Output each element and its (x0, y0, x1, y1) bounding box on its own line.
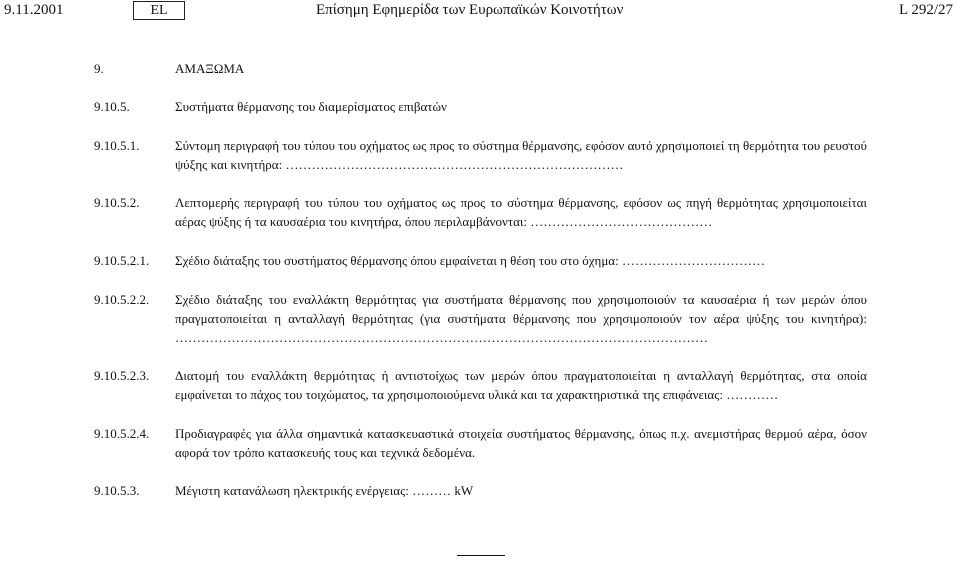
section-number: 9.10.5.2.4. (94, 426, 150, 441)
language-box: EL (133, 1, 185, 20)
section-number: 9.10.5.2.3. (94, 368, 150, 383)
section-number: 9. (94, 61, 104, 76)
journal-title: Επίσημη Εφημερίδα των Ευρωπαϊκών Κοινοτήτων (316, 2, 624, 18)
page-reference: L 292/27 (898, 2, 953, 18)
section-text: Συστήματα θέρμανσης του διαμερίσματος επιβατών (175, 99, 447, 114)
section-text: Μέγιστη κατανάλωση ηλεκτρικής ενέργειας: ……… kW (175, 483, 474, 498)
section-text: Προδιαγραφές για άλλα σημαντικά κατασκευαστικά στοιχεία συστήματος θέρμανσης, όπως π.χ. ανεμιστήρας θερμού αέρα, όσον αφορά τον τρόπο κατασκευής τους και τεχνικά δεδομένα. (175, 426, 867, 460)
issue-date: 9.11.2001 (4, 2, 64, 18)
footer-rule (457, 555, 505, 556)
section-number: 9.10.5. (94, 99, 130, 114)
section-text: Σχέδιο διάταξης του εναλλάκτη θερμότητας για συστήματα θέρμανσης που χρησιμοποιούν τα καυσαέρια ή των μερών όπου πραγματοποιείται η ανταλλαγή θερμότητας (για συστήματα θέρμανσης που χρησιμοποιούν τον αέρα ψύξης του κινητήρα): …………………………………………………………………………………………………………… (175, 292, 867, 345)
section-text: Σχέδιο διάταξης του συστήματος θέρμανσης όπου εμφαίνεται η θέση του στο όχημα: …………………………… (175, 253, 765, 268)
section-number: 9.10.5.3. (94, 483, 140, 498)
section-text: Διατομή του εναλλάκτη θερμότητας ή αντιστοίχως των μερών όπου πραγματοποιείται η ανταλλαγή θερμότητας, στα οποία εμφαίνεται το πάχος του τοιχώματος, τα χρησιμοποιούμενα υλικά και τα χαρακτηριστικά της επιφάνειας: ………… (175, 368, 867, 402)
section-number: 9.10.5.2.1. (94, 253, 150, 268)
section-number: 9.10.5.1. (94, 138, 140, 153)
section-text: Λεπτομερής περιγραφή του τύπου του οχήματος ως προς το σύστημα θέρμανσης, εφόσον ως πηγή θερμότητας χρησιμοποιείται αέρας ψύξης ή τα καυσαέρια του κινητήρα, όπου περιλαμβάνονται: …………………………………… (175, 195, 867, 229)
section-text: Σύντομη περιγραφή του τύπου του οχήματος ως προς το σύστημα θέρμανσης, εφόσον αυτό χρησιμοποιεί τη θερμότητα του ρευστού ψύξης και κινητήρα: …………………………………………………………………… (175, 138, 867, 172)
section-text: ΑΜΑΞΩΜΑ (175, 61, 245, 76)
section-number: 9.10.5.2.2. (94, 292, 150, 307)
section-number: 9.10.5.2. (94, 195, 140, 210)
